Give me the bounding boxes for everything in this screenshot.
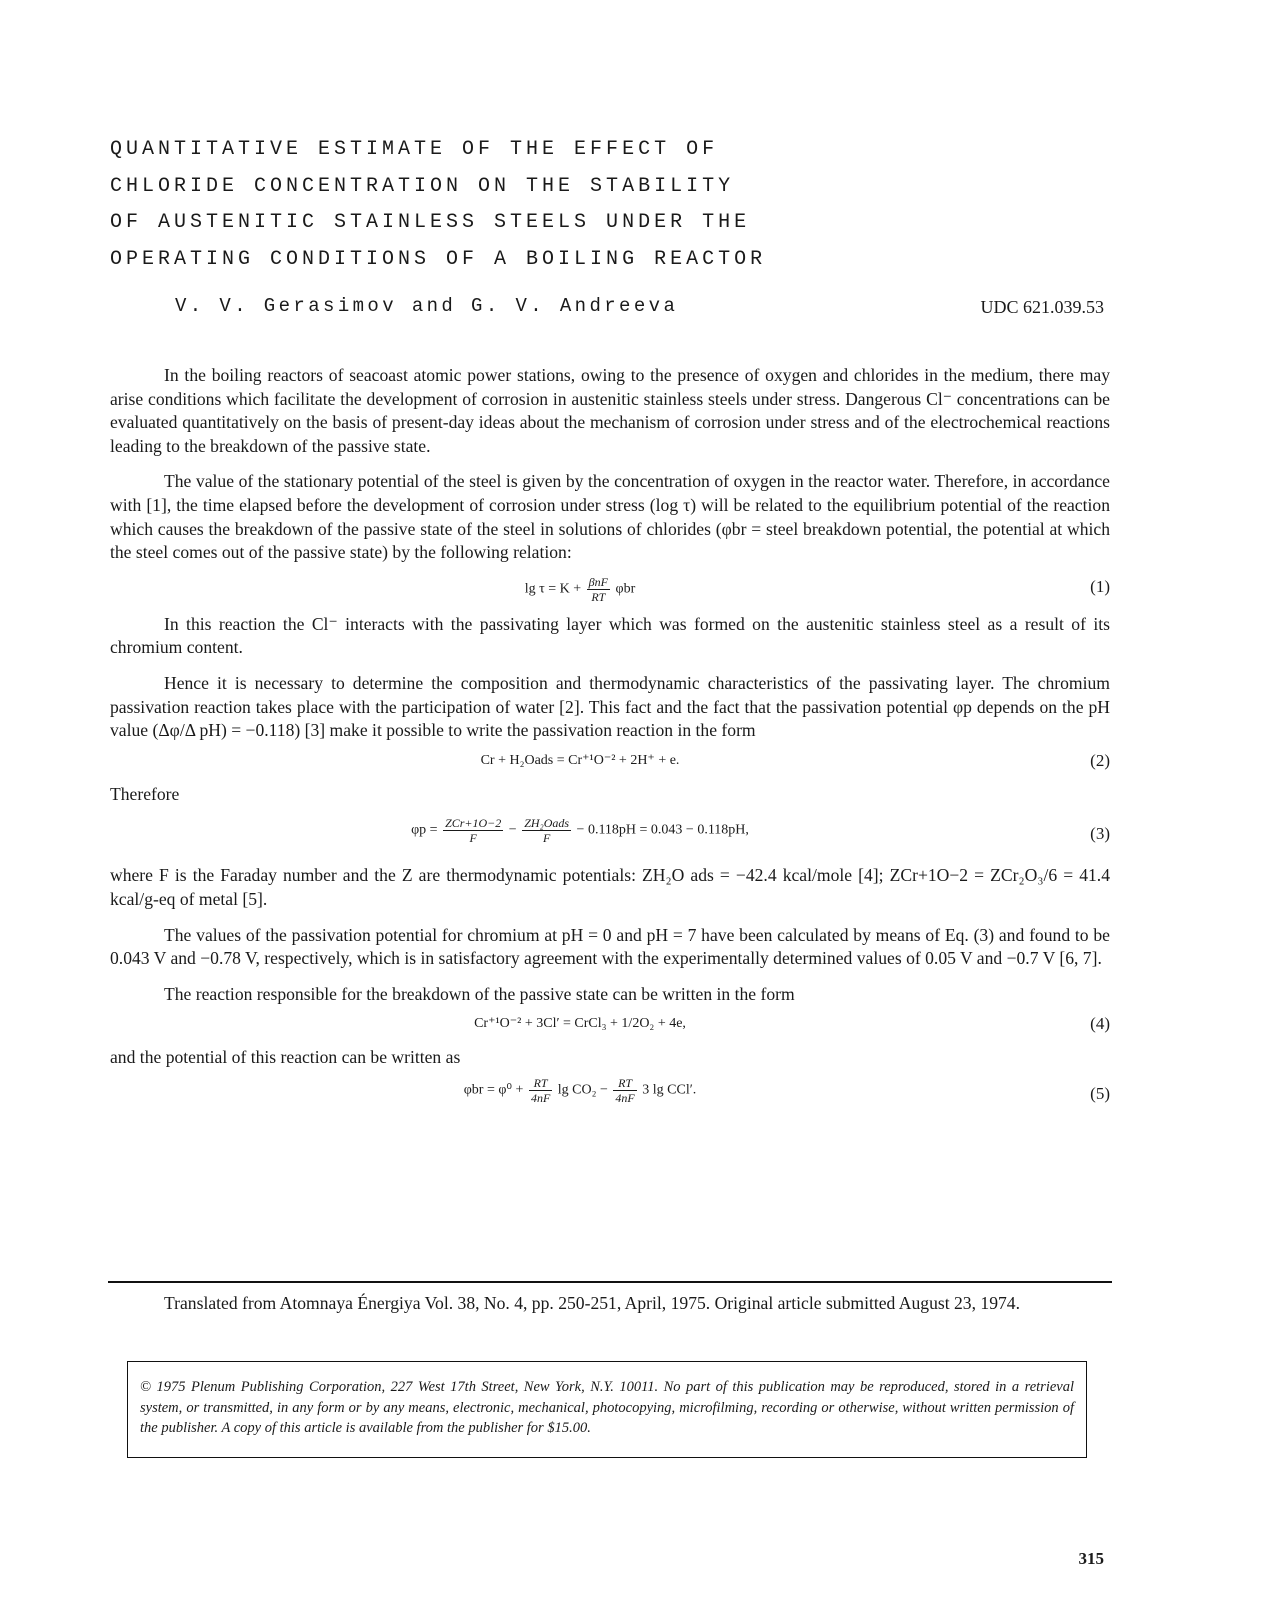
equation-number: (5): [1090, 1083, 1110, 1103]
denominator: RT: [591, 589, 606, 604]
copyright-box: © 1975 Plenum Publishing Corporation, 227 West 17th Street, New York, N.Y. 10011. No part of this publication may be reproduced, stored in a retrieval system, or transmitted, in any form or by any means, electronic, mechanical, photocopying, microfilming, recording or otherwise, without written permission of the publisher. A copy of this article is available from the publisher for $15.00.: [127, 1361, 1087, 1458]
numerator: ZH₂Oads: [524, 816, 570, 831]
eq-text: lg τ = K +: [524, 581, 585, 597]
translation-footnote: Translated from Atomnaya Énergiya Vol. 38, No. 4, pp. 250-251, April, 1975. Original article submitted August 23, 1974.: [164, 1293, 1020, 1313]
article-title: [110, 132, 870, 278]
fraction: [443, 816, 503, 845]
paragraph: The value of the stationary potential of the steel is given by the concentration of oxygen in the reactor water. Therefore, in accordance with [1], the time elapsed before the development of corrosion under stress (log τ) will be related to the equilibrium potential of the reaction which causes the breakdown of the passive state of the steel in solutions of chlorides (φbr = steel breakdown potential, the potential at which the steel comes out of the passive state) by the following relation:: [110, 471, 1110, 563]
page-number: 315: [1078, 1549, 1104, 1568]
equation-formula: [110, 816, 1050, 845]
denominator: F: [542, 831, 551, 846]
article-body: [110, 364, 1110, 1124]
paragraph: and the potential of this reaction can be written as: [110, 1047, 461, 1068]
title-line: OF AUSTENITIC STAINLESS STEELS UNDER THE: [110, 211, 751, 234]
title-line: QUANTITATIVE ESTIMATE OF THE EFFECT OF: [110, 138, 719, 161]
paragraph: The reaction responsible for the breakdown of the passive state can be written in the form: [164, 983, 795, 1004]
equation-number: (3): [1090, 824, 1110, 844]
equation-3: [110, 812, 1110, 856]
fraction: [529, 1076, 552, 1105]
numerator: RT: [613, 1076, 636, 1091]
eq-text: − 0.118pH = 0.043 − 0.118pH,: [573, 823, 749, 839]
denominator: F: [469, 831, 477, 846]
eq-text: lg CO₂ −: [554, 1082, 612, 1098]
eq-text: φp =: [411, 823, 442, 839]
equation-5: [110, 1072, 1110, 1116]
denominator: 4nF: [615, 1090, 635, 1105]
authors: V. V. Gerasimov and G. V. Andreeva: [175, 295, 679, 317]
equation-formula: [110, 575, 1050, 604]
paragraph: In this reaction the Cl⁻ interacts with the passivating layer which was formed on the austenitic stainless steel as a result of its chromium content.: [110, 613, 1110, 658]
title-line: CHLORIDE CONCENTRATION ON THE STABILITY: [110, 174, 735, 198]
udc-code: UDC 621.039.53: [980, 297, 1104, 317]
equation-formula: Cr⁺¹O⁻² + 3Cl′ = CrCl₃ + 1/2O₂ + 4e,: [474, 1016, 686, 1032]
equation-formula: [110, 1076, 1050, 1105]
fraction: [613, 1076, 636, 1105]
paragraph: Hence it is necessary to determine the composition and thermodynamic characteristics of the passivating layer. The chromium passivation reaction takes place with the participation of water [2]. This fact and the fact that the passivation potential φp depends on the pH value (Δφ/Δ pH) = −0.118) [3] make it possible to write the passivation reaction in the form: [110, 672, 1110, 741]
numerator: βnF: [588, 574, 608, 589]
eq-text: φbr = φ⁰ +: [463, 1082, 527, 1098]
denominator: 4nF: [530, 1090, 551, 1105]
paragraph: The values of the passivation potential for chromium at pH = 0 and pH = 7 have been calculated by means of Eq. (3) and found to be 0.043 V and −0.78 V, respectively, which is in satisfactory agreement with the experimentally determined values of 0.05 V and −0.7 V [6, 7].: [110, 924, 1110, 969]
eq-text: 3 lg CCl′.: [638, 1082, 697, 1098]
title-line: OPERATING CONDITIONS OF A BOILING REACTOR: [110, 247, 767, 271]
numerator: ZCr+1O−2: [445, 816, 502, 831]
footnote-divider: [108, 1281, 1112, 1283]
paragraph: In the boiling reactors of seacoast atomic power stations, owing to the presence of oxygen and chlorides in the medium, there may arise conditions which facilitate the development of corrosion in austenitic stainless steels under stress. Dangerous Cl⁻ concentrations can be evaluated quantitatively on the basis of present-day ideas about the mechanism of corrosion under stress and of the electrochemical reactions leading to the breakdown of the passive state.: [110, 365, 1110, 456]
equation-number: (4): [1090, 1014, 1110, 1034]
equation-number: (2): [1090, 750, 1110, 770]
fraction: [587, 575, 610, 604]
equation-formula: Cr + H₂Oads = Cr⁺¹O⁻² + 2H⁺ + e.: [480, 752, 680, 768]
equation-number: (1): [1090, 576, 1110, 596]
numerator: RT: [529, 1076, 552, 1091]
equation-4: [110, 1008, 1110, 1038]
equation-2: [110, 745, 1110, 775]
paragraph: where F is the Faraday number and the Z are thermodynamic potentials: ZH₂O ads = −42.4 kcal/mole [4]; ZCr+1O−2 = ZCr₂O₃/6 = 41.4 kcal/g-eq of metal [5].: [110, 865, 1110, 909]
fraction: [522, 816, 571, 845]
eq-text: φbr: [611, 581, 636, 597]
equation-1: [110, 567, 1110, 605]
paragraph: Therefore: [110, 783, 180, 804]
eq-text: −: [505, 823, 521, 839]
